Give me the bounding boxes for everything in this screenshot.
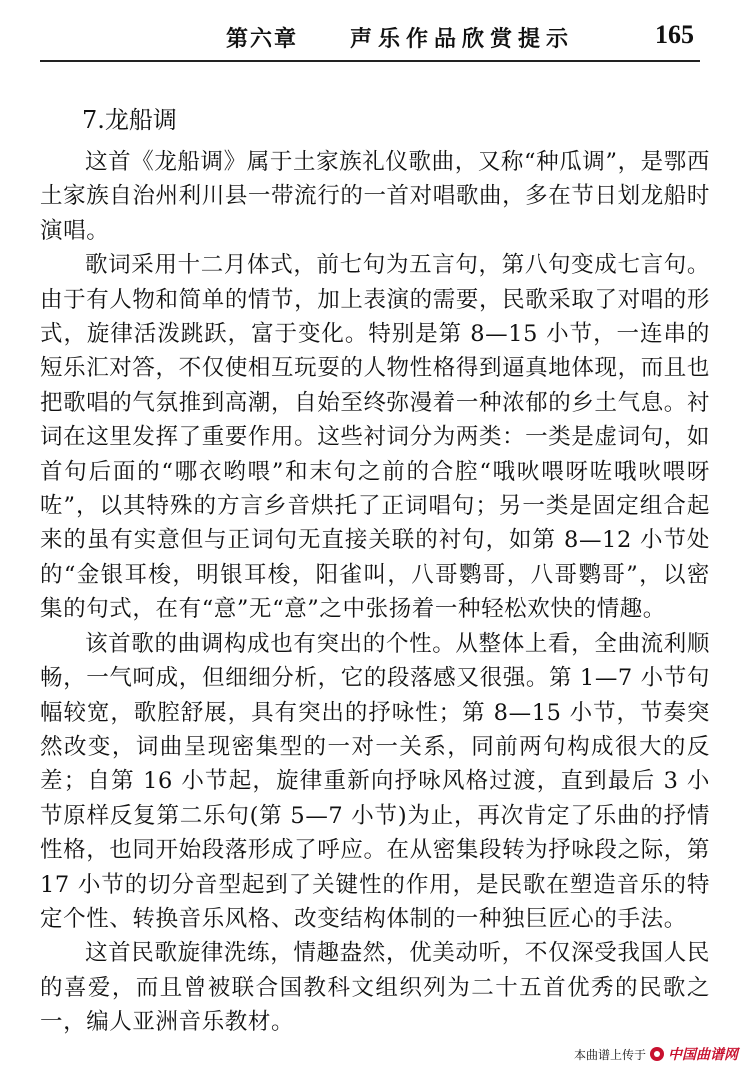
paragraph-4: 这首民歌旋律洗练，情趣盎然，优美动听，不仅深受我国人民的喜爱，而且曾被联合国教科文组织列为二十五首优秀的民歌之一，编人亚洲音乐教材。 bbox=[40, 940, 710, 1036]
site-name: 中国曲谱网 bbox=[668, 1047, 738, 1063]
watermark-footer bbox=[574, 1044, 738, 1064]
chapter-title: 声乐作品欣赏提示 bbox=[350, 27, 575, 52]
upload-note: 本曲谱上传于 bbox=[573, 1047, 646, 1062]
page-number: 165 bbox=[655, 20, 694, 49]
site-logo-icon bbox=[650, 1047, 664, 1061]
paragraph-3: 该首歌的曲调构成也有突出的个性。从整体上看，全曲流利顺畅，一气呵成，但细细分析，它的段落感又很强。第 1—7 小节句幅较宽，歌腔舒展，具有突出的抒咏性；第 8—15 小节，节奏突然改变，词曲呈现密集型的一对一关系，同前两句构成很大的反差；自第 16 小节起，旋律重新向抒咏风格过渡，直到最后 3 小节原样反复第二乐句(第 5—7 小节)为止，再次肯定了乐曲的抒情性格，也同开始段落形成了呼应。在从密集段转为抒咏段之际，第 17 小节的切分音型起到了关键性的作用，是民歌在塑造音乐的特定个性、转换音乐风格、改变结构体制的一种独巨匠心的手法。 bbox=[40, 630, 710, 932]
section-heading: 7.龙船调 bbox=[82, 106, 177, 134]
chapter-label: 第六章 bbox=[226, 27, 299, 52]
body-text bbox=[40, 145, 710, 1040]
paragraph-2: 歌词采用十二月体式，前七句为五言句，第八句变成七言句。由于有人物和简单的情节，加上表演的需要，民歌采取了对唱的形式，旋律活泼跳跃，富于变化。特别是第 8—15 小节，一连串的短乐汇对答，不仅使相互玩耍的人物性格得到逼真地体现，而且也把歌唱的气氛推到高潮，自始至终弥漫着一种浓郁的乡土气息。衬词在这里发挥了重要作用。这些衬词分为两类：一类是虚词句，如首句后面的“哪衣哟喂”和末句之前的合腔“哦吙喂呀咗哦吙喂呀咗”，以其特殊的方言乡音烘托了正词唱句；另一类是固定组合起来的虽有实意但与正词句无直接关联的衬句，如第 8—12 小节处的“金银耳梭，明银耳梭，阳雀叫，八哥鹦哥，八哥鹦哥”，以密集的句式，在有“意”无“意”之中张扬着一种轻松欢快的情趣。 bbox=[40, 252, 710, 623]
page-header bbox=[40, 18, 700, 62]
paragraph-1: 这首《龙船调》属于土家族礼仪歌曲，又称“种瓜调”，是鄂西土家族自治州利川县一带流行的一首对唱歌曲，多在节日划龙船时演唱。 bbox=[40, 149, 710, 244]
